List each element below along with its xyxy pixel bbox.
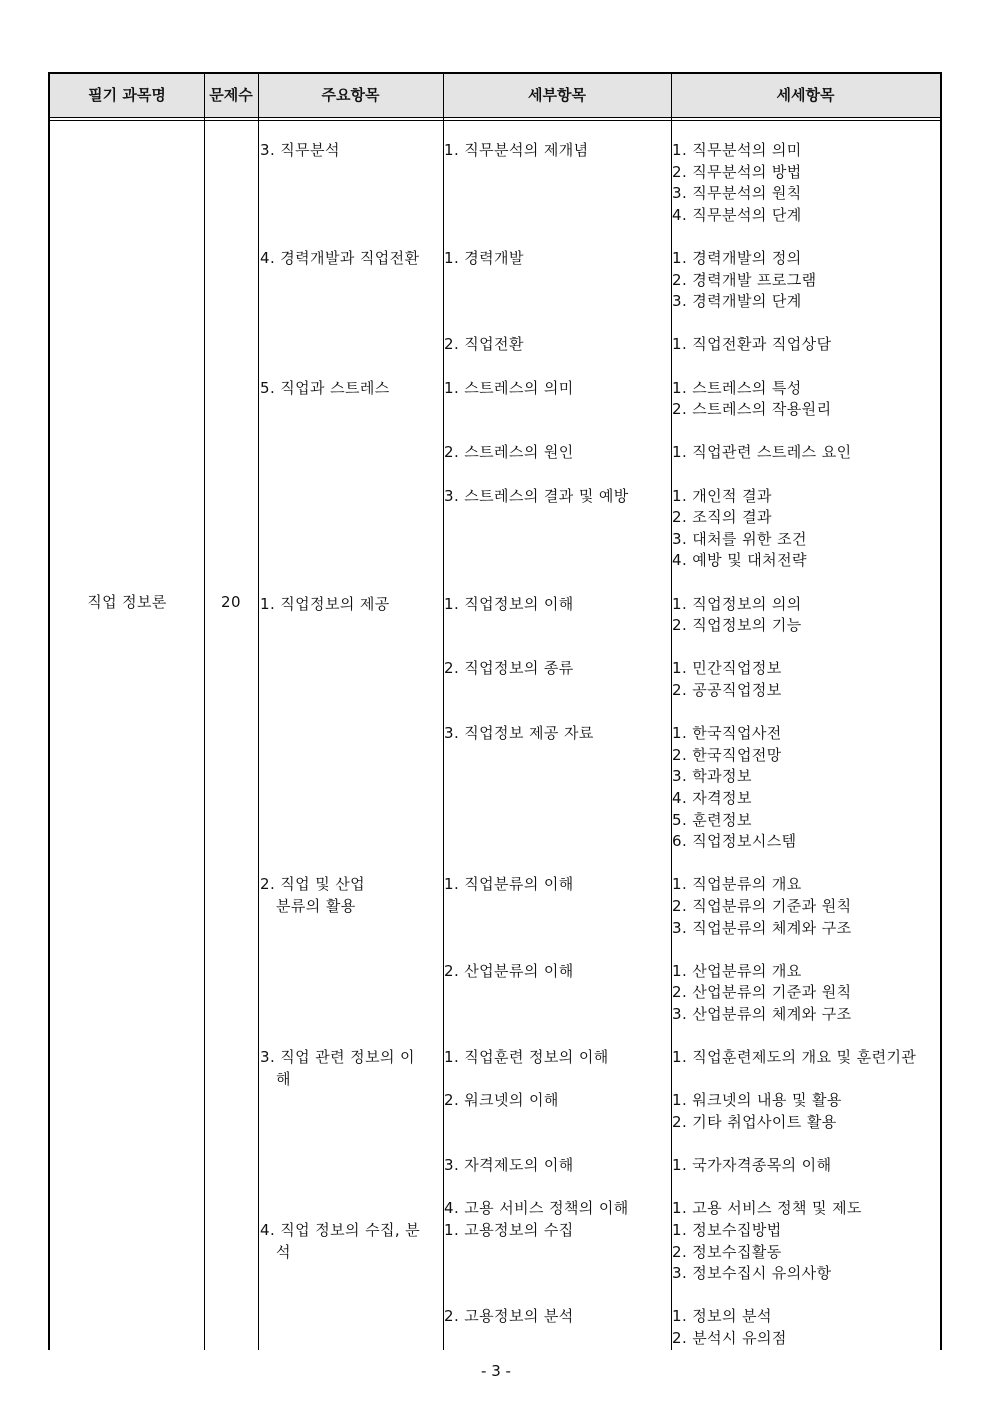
sub-item: 4. 고용 서비스 정책의 이해 — [444, 1199, 629, 1218]
detail-item: 3. 경력개발의 단계 — [672, 292, 802, 311]
main-item: 4. 직업 정보의 수집, 분 — [260, 1221, 421, 1239]
detail-item: 2. 경력개발 프로그램 — [672, 270, 817, 289]
detail-item: 1. 직업관련 스트레스 요인 — [672, 443, 852, 462]
detail-item: 2. 공공직업정보 — [672, 681, 782, 699]
detail-item: 1. 직업분류의 개요 — [672, 875, 802, 894]
sub-item: 2. 워크넷의 이해 — [444, 1091, 559, 1110]
sub-item: 2. 고용정보의 분석 — [444, 1307, 574, 1326]
question-count: 20 — [221, 593, 241, 611]
detail-item: 1. 한국직업사전 — [672, 724, 782, 743]
main-item-continued: 해 — [276, 1069, 291, 1088]
main-item: 1. 직업정보의 제공 — [260, 594, 390, 613]
sub-item: 1. 경력개발 — [444, 249, 524, 267]
detail-item: 1. 경력개발의 정의 — [672, 249, 802, 267]
detail-item: 2. 분석시 유의점 — [672, 1329, 787, 1347]
detail-item: 3. 산업분류의 체계와 구조 — [672, 1005, 852, 1023]
main-item-continued: 석 — [276, 1242, 291, 1261]
header-detail: 세세항목 — [776, 86, 835, 104]
sub-item: 3. 자격제도의 이해 — [444, 1156, 574, 1175]
detail-item: 1. 직업정보의 의의 — [672, 594, 802, 613]
sub-item: 1. 직업분류의 이해 — [444, 875, 574, 894]
main-item: 3. 직무분석 — [260, 141, 340, 159]
sub-item: 1. 스트레스의 의미 — [444, 378, 574, 397]
exam-criteria-table — [48, 72, 942, 1350]
header-count: 문제수 — [209, 86, 253, 104]
table-header — [50, 74, 940, 118]
detail-item: 1. 국가자격종목의 이해 — [672, 1156, 832, 1175]
main-item: 3. 직업 관련 정보의 이 — [260, 1048, 415, 1067]
detail-item: 4. 예방 및 대처전략 — [672, 551, 807, 570]
detail-item: 4. 자격정보 — [672, 789, 752, 807]
detail-item: 1. 고용 서비스 정책 및 제도 — [672, 1199, 862, 1218]
detail-item: 1. 정보의 분석 — [672, 1307, 772, 1326]
column-divider — [204, 74, 205, 1350]
detail-item: 2. 직무분석의 방법 — [672, 162, 802, 181]
main-item-continued: 분류의 활용 — [276, 897, 356, 915]
detail-item: 1. 스트레스의 특성 — [672, 378, 802, 397]
sub-item: 3. 직업정보 제공 자료 — [444, 724, 594, 743]
header-main: 주요항목 — [321, 86, 380, 104]
detail-item: 5. 훈련정보 — [672, 810, 752, 829]
main-item: 5. 직업과 스트레스 — [260, 378, 390, 397]
detail-item: 1. 직업훈련제도의 개요 및 훈련기관 — [672, 1048, 917, 1067]
detail-item: 2. 한국직업전망 — [672, 745, 782, 764]
detail-item: 3. 정보수집시 유의사항 — [672, 1264, 832, 1283]
sub-item: 1. 직무분석의 제개념 — [444, 141, 589, 159]
sub-item: 1. 고용정보의 수집 — [444, 1221, 574, 1239]
detail-item: 1. 정보수집방법 — [672, 1221, 782, 1239]
header-divider — [50, 120, 940, 121]
detail-item: 2. 산업분류의 기준과 원칙 — [672, 983, 852, 1002]
detail-item: 4. 직무분석의 단계 — [672, 205, 802, 224]
sub-item: 2. 스트레스의 원인 — [444, 443, 574, 462]
detail-item: 3. 직업분류의 체계와 구조 — [672, 918, 852, 937]
detail-item: 2. 정보수집활동 — [672, 1242, 782, 1261]
detail-item: 1. 워크넷의 내용 및 활용 — [672, 1091, 842, 1110]
sub-item: 3. 스트레스의 결과 및 예방 — [444, 486, 629, 505]
sub-item: 2. 직업전환 — [444, 335, 524, 354]
detail-item: 3. 학과정보 — [672, 767, 752, 786]
detail-item: 1. 산업분류의 개요 — [672, 961, 802, 980]
detail-item: 3. 대처를 위한 조건 — [672, 529, 807, 548]
sub-item: 1. 직업정보의 이해 — [444, 594, 574, 613]
column-divider — [258, 74, 259, 1350]
detail-item: 1. 개인적 결과 — [672, 486, 772, 505]
sub-item: 2. 산업분류의 이해 — [444, 961, 574, 980]
detail-item: 1. 민간직업정보 — [672, 659, 782, 678]
page-number: - 3 - — [481, 1362, 511, 1380]
subject-name: 직업 정보론 — [87, 593, 167, 611]
detail-item: 2. 기타 취업사이트 활용 — [672, 1113, 837, 1131]
detail-item: 6. 직업정보시스템 — [672, 832, 797, 851]
detail-item: 2. 조직의 결과 — [672, 508, 772, 527]
detail-item: 2. 직업분류의 기준과 원칙 — [672, 897, 852, 915]
detail-item: 2. 스트레스의 작용원리 — [672, 400, 832, 419]
main-item: 2. 직업 및 산업 — [260, 875, 366, 894]
header-sub: 세부항목 — [528, 86, 586, 104]
detail-item: 1. 직업전환과 직업상담 — [672, 335, 832, 354]
header-subject: 필기 과목명 — [88, 86, 166, 104]
sub-item: 2. 직업정보의 종류 — [444, 659, 574, 678]
detail-item: 1. 직무분석의 의미 — [672, 141, 802, 159]
detail-item: 3. 직무분석의 원칙 — [672, 184, 802, 203]
detail-item: 2. 직업정보의 기능 — [672, 616, 802, 635]
sub-item: 1. 직업훈련 정보의 이해 — [444, 1048, 609, 1067]
main-item: 4. 경력개발과 직업전환 — [260, 249, 420, 267]
